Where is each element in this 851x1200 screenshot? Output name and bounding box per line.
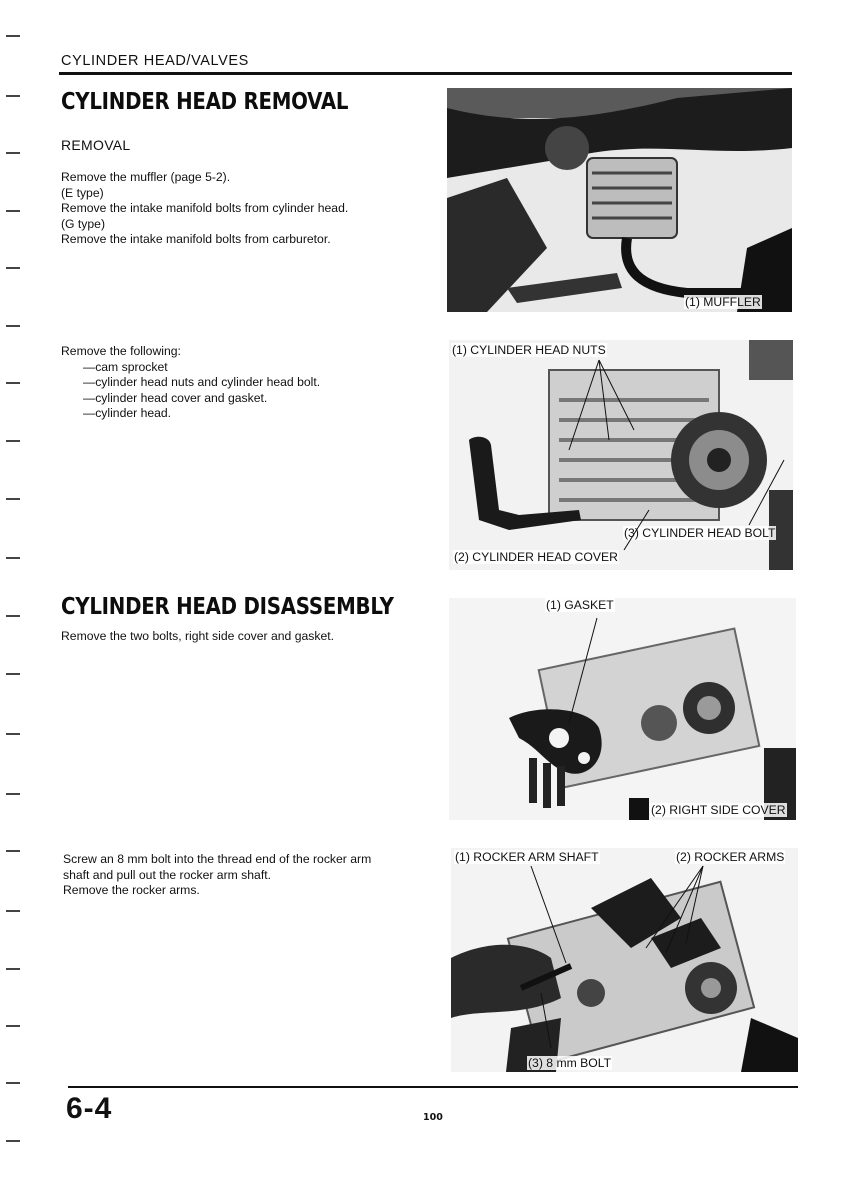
leader-lines-fig2 bbox=[449, 340, 793, 570]
following-item: —cylinder head nuts and cylinder head bolt. bbox=[83, 375, 321, 389]
step2-line: Screw an 8 mm bolt into the thread end of the rocker arm bbox=[63, 852, 372, 866]
following-item: —cam sprocket bbox=[83, 359, 168, 374]
label-rocker-arm-shaft: (1) ROCKER ARM SHAFT bbox=[455, 850, 599, 864]
step2-line: Remove the rocker arms. bbox=[63, 883, 200, 897]
step2-line: shaft and pull out the rocker arm shaft. bbox=[63, 867, 271, 882]
removal-step: (G type) bbox=[61, 216, 106, 231]
removal-step: Remove the muffler (page 5-2). bbox=[61, 170, 231, 184]
folio: 100 bbox=[423, 1112, 443, 1123]
label-8mm-bolt: (3) 8 mm BOLT bbox=[528, 1056, 612, 1070]
label-cylinder-head-cover: (2) CYLINDER HEAD COVER bbox=[454, 550, 618, 564]
label-cylinder-head-nuts: (1) CYLINDER HEAD NUTS bbox=[452, 343, 606, 357]
removal-step: Remove the intake manifold bolts from cylinder head. bbox=[61, 201, 349, 215]
removal-step: (E type) bbox=[61, 185, 104, 200]
leader-lines-fig3 bbox=[449, 598, 796, 820]
disassembly-step-2 bbox=[63, 852, 371, 899]
disassembly-step-1: Remove the two bolts, right side cover and gasket. bbox=[61, 629, 335, 643]
running-head: CYLINDER HEAD/VALVES bbox=[61, 53, 249, 69]
removal-step: Remove the intake manifold bolts from carburetor. bbox=[61, 232, 331, 246]
following-item: —cylinder head cover and gasket. bbox=[83, 390, 268, 405]
following-intro: Remove the following: bbox=[61, 344, 181, 358]
following-item: —cylinder head. bbox=[83, 406, 172, 420]
following-list bbox=[61, 344, 320, 422]
figure-muffler-photo bbox=[447, 88, 792, 312]
label-muffler: (1) MUFFLER bbox=[685, 295, 761, 309]
label-rocker-arms: (2) ROCKER ARMS bbox=[676, 850, 785, 864]
header-rule bbox=[59, 72, 792, 75]
subhead-removal: REMOVAL bbox=[61, 137, 131, 153]
footer-rule bbox=[68, 1086, 798, 1088]
label-cylinder-head-bolt: (3) CYLINDER HEAD BOLT bbox=[624, 526, 776, 540]
section-title-disassembly: CYLINDER HEAD DISASSEMBLY bbox=[61, 594, 394, 620]
label-right-side-cover: (2) RIGHT SIDE COVER bbox=[651, 803, 786, 817]
section-title-removal: CYLINDER HEAD REMOVAL bbox=[61, 89, 349, 115]
page-number: 6-4 bbox=[66, 1092, 113, 1125]
label-gasket: (1) GASKET bbox=[546, 598, 614, 612]
removal-steps bbox=[61, 170, 348, 248]
leader-lines-fig4 bbox=[451, 848, 798, 1072]
